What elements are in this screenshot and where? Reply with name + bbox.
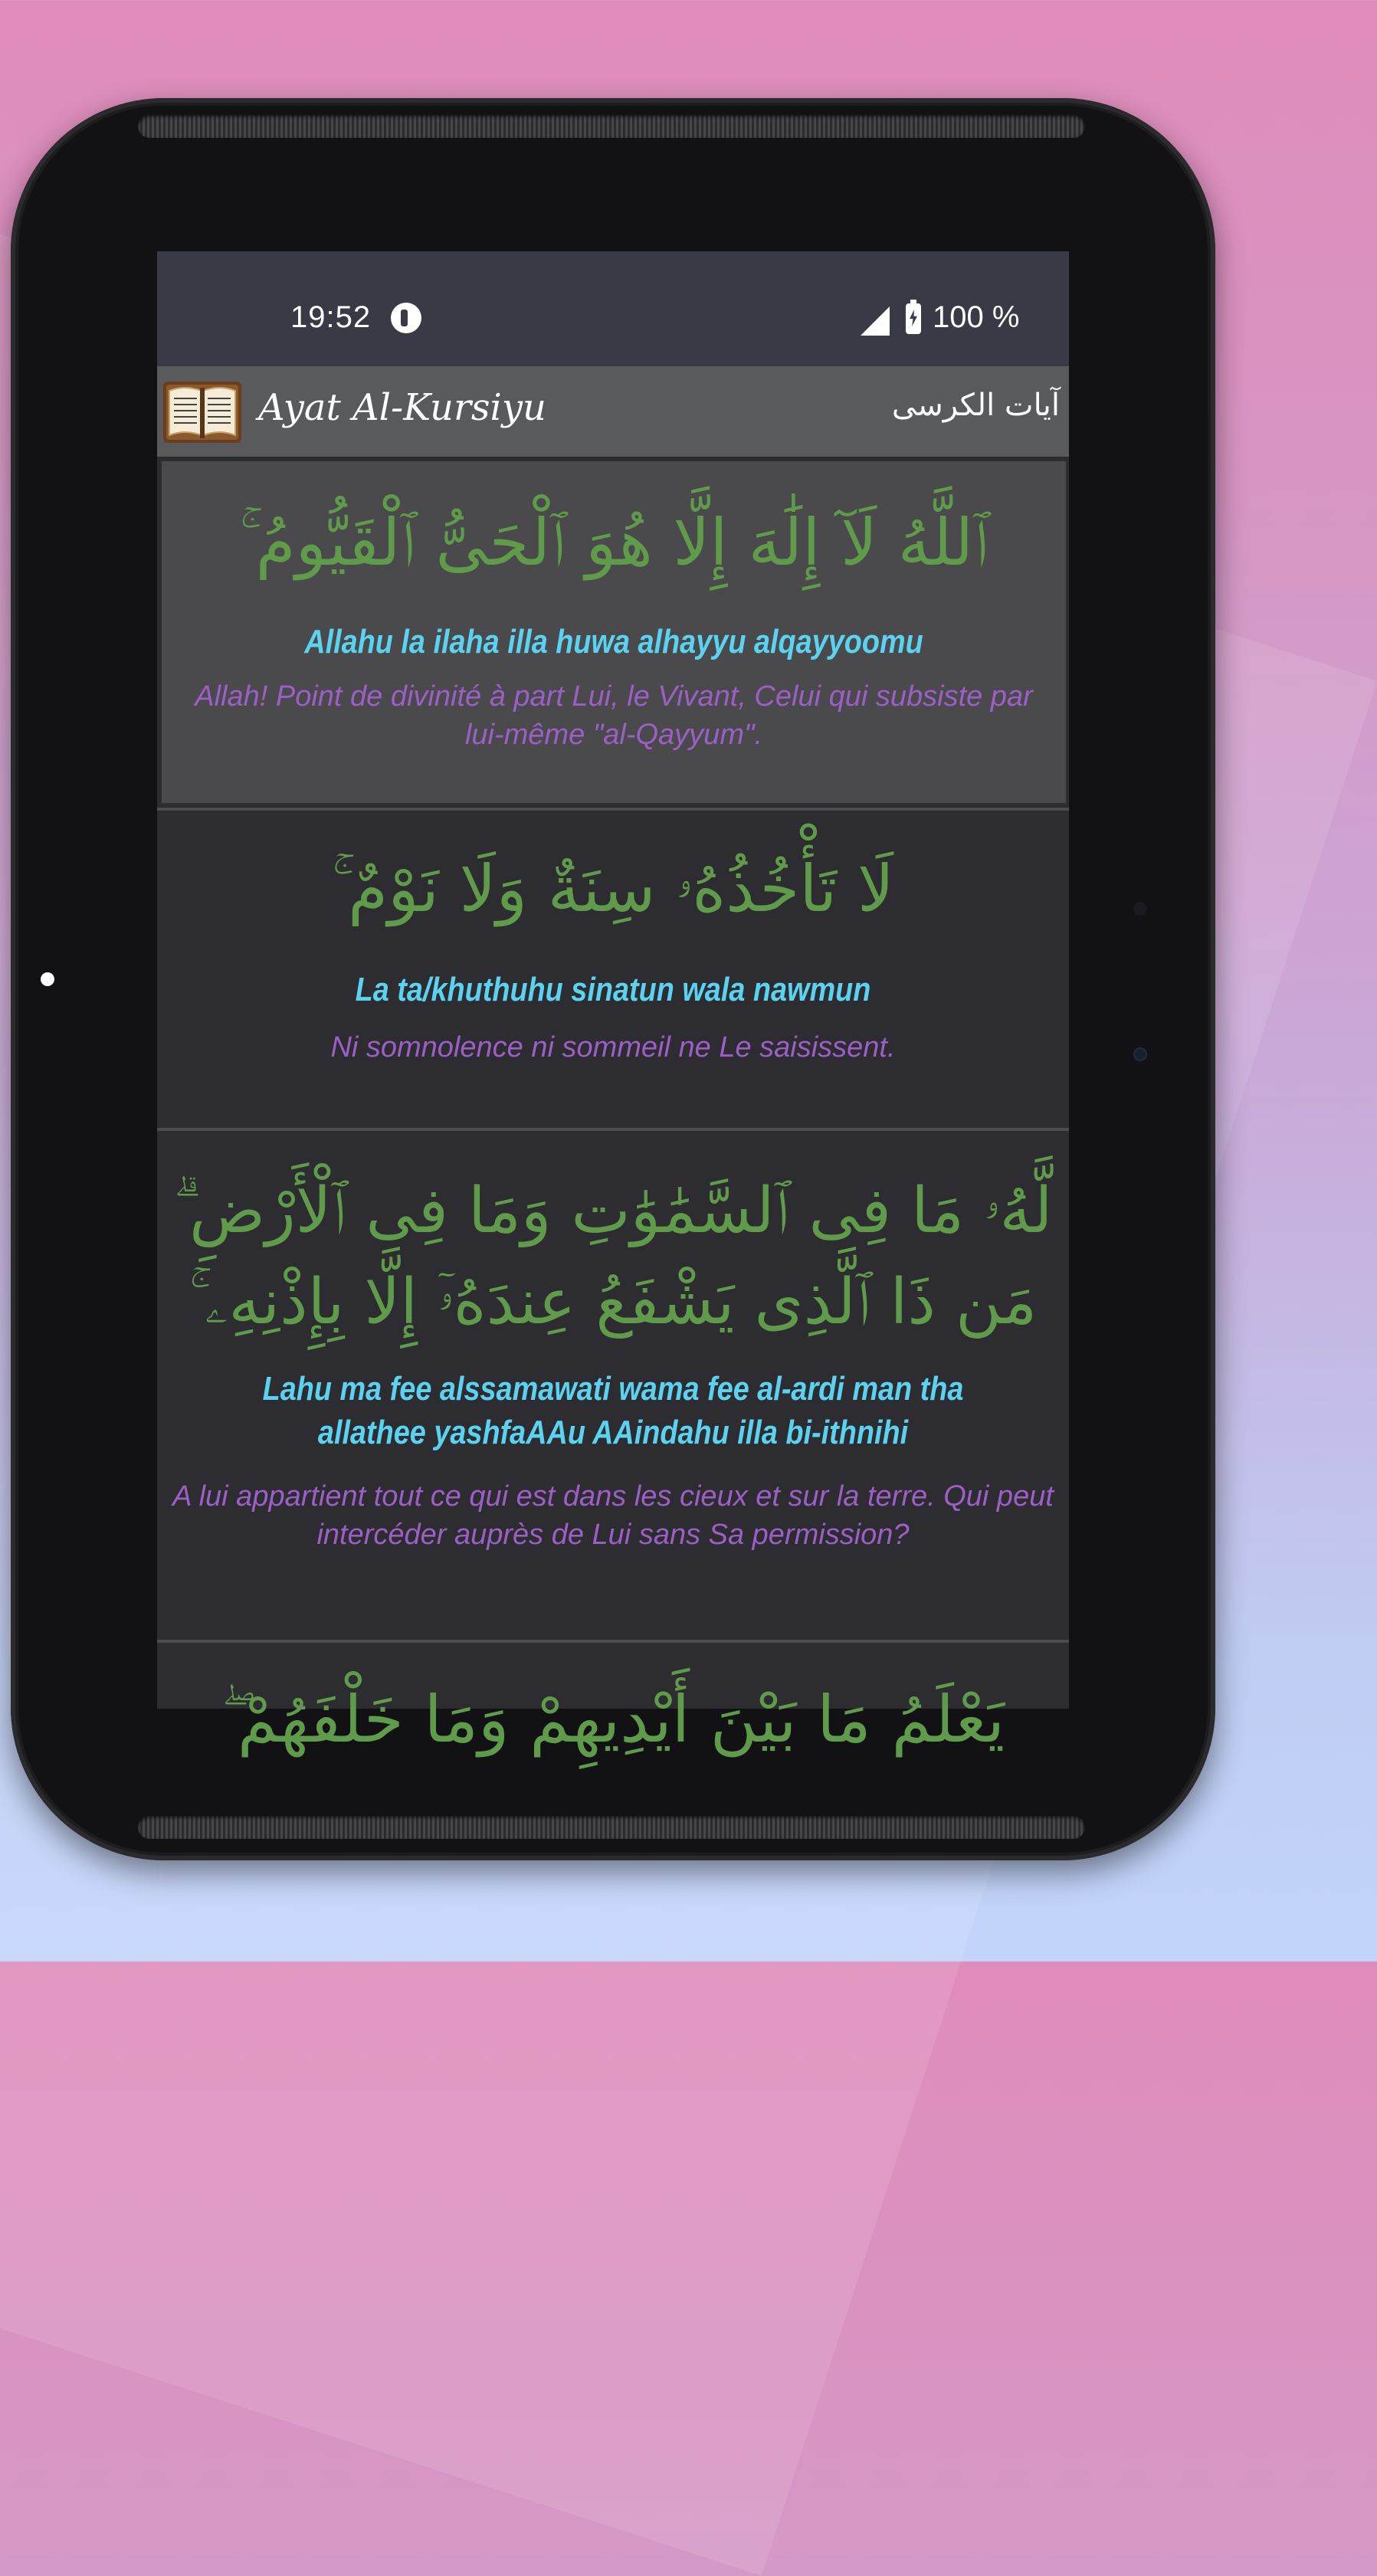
camera-icon bbox=[41, 972, 54, 986]
notification-app-icon bbox=[391, 303, 421, 333]
verse-arabic: لَّهُۥ مَا فِى ٱلسَّمَٰوَٰتِ وَمَا فِى ٱلْأَرْضِ ۗ مَن ذَا ٱلَّذِى يَشْفَعُ عِندَهُۥٓ إِلَّا بِإِذْنِهِۦ ۚ bbox=[173, 1175, 1053, 1339]
battery-charging-icon bbox=[906, 303, 921, 334]
app-title-arabic: آيات الكرسى bbox=[891, 388, 1060, 423]
verse-item[interactable] bbox=[162, 461, 1066, 803]
verse-transliteration: La ta/khuthuhu sinatun wala nawmun bbox=[355, 971, 871, 1008]
front-camera-icon bbox=[1133, 1047, 1147, 1061]
app-bar bbox=[157, 366, 1069, 457]
verse-translation: Allah! Point de divinité à part Lui, le Vivant, Celui qui subsiste par lui-même "al-Qayyum". bbox=[195, 680, 1033, 752]
verse-item[interactable] bbox=[157, 808, 1069, 1131]
verse-item[interactable] bbox=[157, 1131, 1069, 1643]
status-bar bbox=[157, 251, 1069, 366]
verse-translation: Ni somnolence ni sommeil ne Le saisissent. bbox=[330, 1031, 896, 1064]
verse-arabic: ٱللَّهُ لَآ إِلَٰهَ إِلَّا هُوَ ٱلْحَىُّ ٱلْقَيُّومُ ۚ bbox=[239, 505, 988, 580]
verse-item[interactable] bbox=[157, 1643, 1069, 1842]
verse-translation: A lui appartient tout ce qui est dans les cieux et sur la terre. Qui peut intercéder auprès de Lui sans Sa permission? bbox=[172, 1480, 1054, 1552]
sensor-icon bbox=[1133, 902, 1147, 916]
app-title: Ayat Al-Kursiyu bbox=[258, 386, 546, 429]
speaker-grille-top bbox=[138, 115, 1085, 138]
quran-book-icon bbox=[162, 377, 243, 446]
device-screen bbox=[157, 251, 1069, 1757]
verse-arabic: لَا تَأْخُذُهُۥ سِنَةٌ وَلَا نَوْمٌ ۚ bbox=[332, 851, 894, 926]
verse-transliteration: Lahu ma fee alssamawati wama fee al-ardi man tha allathee yashfaAAu AAindahu illa bi-ithnihi bbox=[262, 1369, 964, 1451]
battery-percent: 100 % bbox=[933, 300, 1020, 334]
signal-icon bbox=[861, 306, 890, 336]
status-time: 19:52 bbox=[290, 300, 372, 334]
verse-list[interactable] bbox=[157, 461, 1069, 1842]
verse-transliteration: Allahu la ilaha illa huwa alhayyu alqayyoomu bbox=[304, 623, 923, 660]
verse-arabic: يَعْلَمُ مَا بَيْنَ أَيْدِيهِمْ وَمَا خَلْفَهُمْ ۖ bbox=[221, 1682, 1005, 1757]
